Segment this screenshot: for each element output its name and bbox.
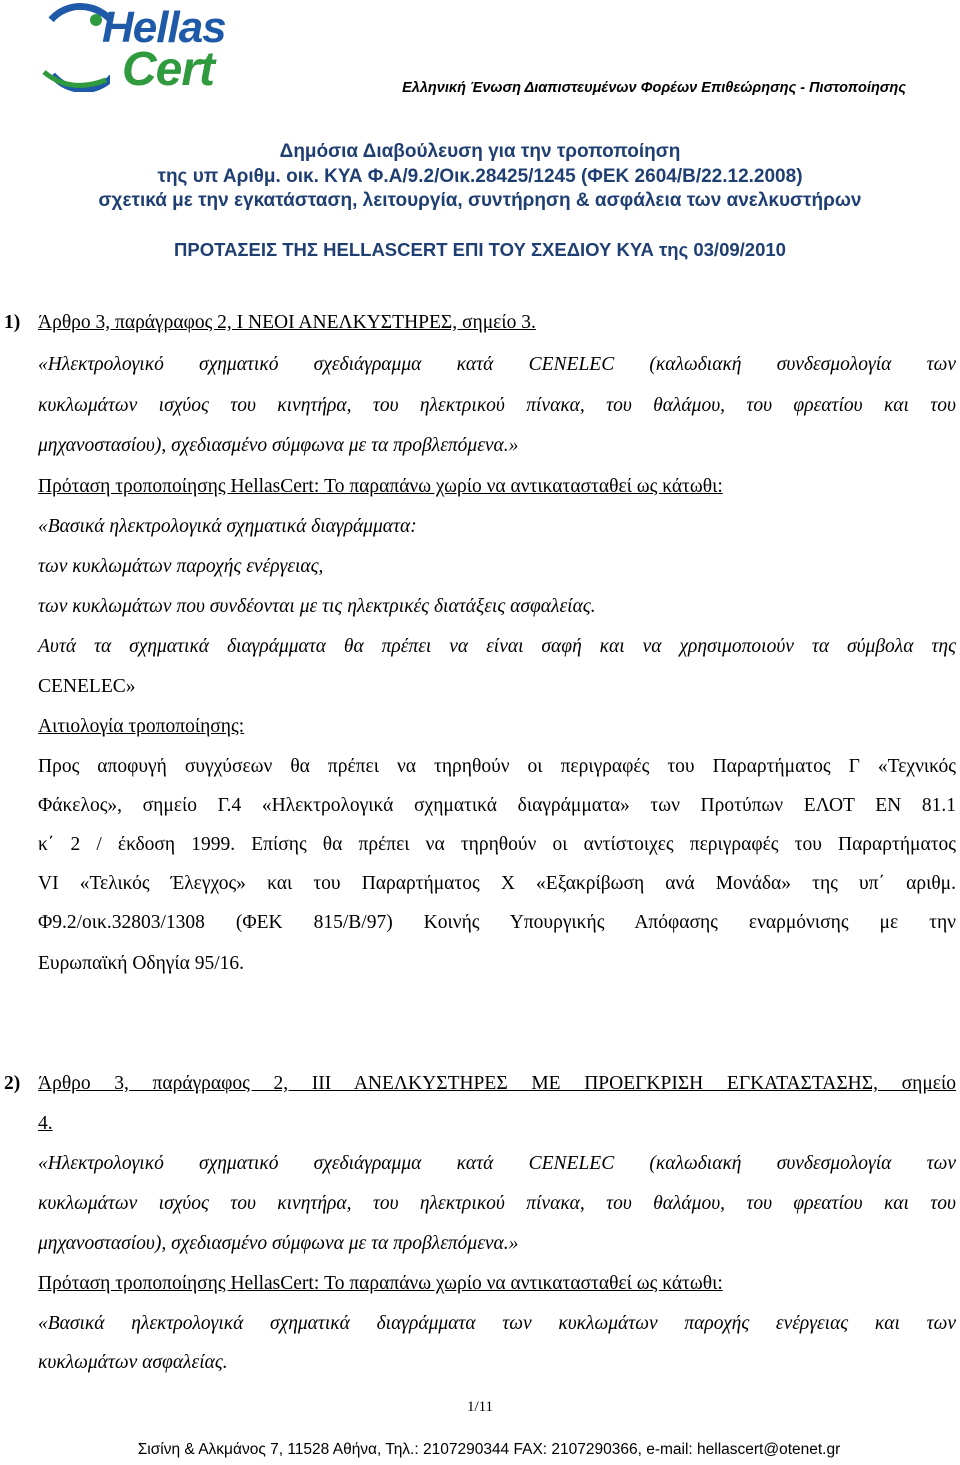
justification-line: Φάκελος», σημείο Γ.4 «Ηλεκτρολογικά σχηματικά διαγράμματα» των Προτύπων ΕΛΟΤ ΕΝ 81.1: [38, 795, 956, 816]
proposal-line: κυκλωμάτων ασφαλείας.: [38, 1352, 228, 1373]
logo-wordmark-cert: Cert: [122, 43, 215, 96]
proposal-label: Πρόταση τροποποίησης HellasCert: Το παραπάνω χωρίο να αντικατασταθεί ως κάτωθι:: [38, 476, 723, 497]
title-line-1: Δημόσια Διαβούλευση για την τροποποίηση: [279, 141, 681, 162]
proposal-line: των κυκλωμάτων παροχής ενέργειας,: [38, 556, 324, 577]
section-heading-text-cont: 4.: [38, 1113, 53, 1134]
proposal-line: CENELEC»: [38, 676, 136, 697]
hellascert-logo: [30, 2, 312, 94]
section-number: 2): [4, 1073, 21, 1094]
proposal-line: Αυτά τα σχηματικά διαγράμματα θα πρέπει να είναι σαφή και να χρησιμοποιούν τα σύμβολα της: [38, 636, 956, 657]
justification-line: Προς αποφυγή συγχύσεων θα πρέπει να τηρηθούν οι περιγραφές του Παραρτήματος Γ «Τεχνικός: [38, 756, 956, 777]
quote-line: κυκλωμάτων ισχύος του κινητήρα, του ηλεκτρικού πίνακα, του θαλάμου, του φρεατίου και του: [38, 395, 956, 416]
section-heading-text: Άρθρο 3, παράγραφος 2, ΙΙΙ ΑΝΕΛΚΥΣΤΗΡΕΣ ΜΕ ΠΡΟΕΓΚΡΙΣΗ ΕΓΚΑΤΑΣΤΑΣΗΣ, σημείο: [38, 1073, 956, 1094]
justification-line: κ΄ 2 / έκδοση 1999. Επίσης θα πρέπει να τηρηθούν οι αντίστοιχες περιγραφές του Παραρτήματος: [38, 834, 956, 855]
page-number: 1/11: [466, 1399, 494, 1415]
title-line-3: σχετικά με την εγκατάσταση, λειτουργία, συντήρηση & ασφάλεια των ανελκυστήρων: [98, 190, 862, 211]
proposal-line: «Βασικά ηλεκτρολογικά σχηματικά διαγράμματα των κυκλωμάτων παροχής ενέργειας και των: [38, 1313, 956, 1334]
globe-swoosh-icon: [30, 2, 110, 92]
organization-name: Ελληνική Ένωση Διαπιστευμένων Φορέων Επιθεώρησης - Πιστοποίησης: [402, 80, 906, 96]
logo-wordmark-hellas: Hellas: [102, 3, 226, 52]
footer-address: Σισίνη & Αλκμάνος 7, 11528 Αθήνα, Τηλ.: 2107290344 FAX: 2107290366, e-mail: hellascert@otenet.gr: [137, 1441, 841, 1458]
justification-line: VI «Τελικός Έλεγχος» και του Παραρτήματος Χ «Εξακρίβωση ανά Μονάδα» της υπ΄ αριθμ.: [38, 873, 956, 894]
proposal-label: Πρόταση τροποποίησης HellasCert: Το παραπάνω χωρίο να αντικατασταθεί ως κάτωθι:: [38, 1273, 723, 1294]
justification-line: Φ9.2/οικ.32803/1308 (ΦΕΚ 815/Β/97) Κοινής Υπουργικής Απόφασης εναρμόνισης με την: [38, 912, 956, 933]
justification-line: Ευρωπαϊκή Οδηγία 95/16.: [38, 953, 245, 974]
section-number: 1): [4, 312, 21, 333]
proposal-line: των κυκλωμάτων που συνδέονται με τις ηλεκτρικές διατάξεις ασφαλείας.: [38, 596, 596, 617]
quote-line: «Ηλεκτρολογικό σχηματικό σχεδιάγραμμα κατά CENELEC (καλωδιακή συνδεσμολογία των: [38, 354, 956, 375]
section-heading-text: Άρθρο 3, παράγραφος 2, Ι ΝΕΟΙ ΑΝΕΛΚΥΣΤΗΡΕΣ, σημείο 3.: [38, 312, 536, 333]
proposal-line: «Βασικά ηλεκτρολογικά σχηματικά διαγράμματα:: [38, 516, 417, 537]
quote-line: μηχανοστασίου), σχεδιασμένο σύμφωνα με τα προβλεπόμενα.»: [38, 1233, 519, 1254]
justification-label: Αιτιολογία τροποποίησης:: [38, 716, 245, 737]
proposals-heading: ΠΡΟΤΑΣΕΙΣ ΤΗΣ HELLASCERT ΕΠΙ ΤΟΥ ΣΧΕΔΙΟΥ ΚΥΑ της 03/09/2010: [174, 239, 786, 260]
quote-line: «Ηλεκτρολογικό σχηματικό σχεδιάγραμμα κατά CENELEC (καλωδιακή συνδεσμολογία των: [38, 1153, 956, 1174]
quote-line: μηχανοστασίου), σχεδιασμένο σύμφωνα με τα προβλεπόμενα.»: [38, 435, 519, 456]
title-line-2: της υπ Αριθμ. οικ. ΚΥΑ Φ.Α/9.2/Οικ.28425/1245 (ΦΕΚ 2604/Β/22.12.2008): [157, 166, 803, 187]
quote-line: κυκλωμάτων ισχύος του κινητήρα, του ηλεκτρικού πίνακα, του θαλάμου, του φρεατίου και του: [38, 1193, 956, 1214]
